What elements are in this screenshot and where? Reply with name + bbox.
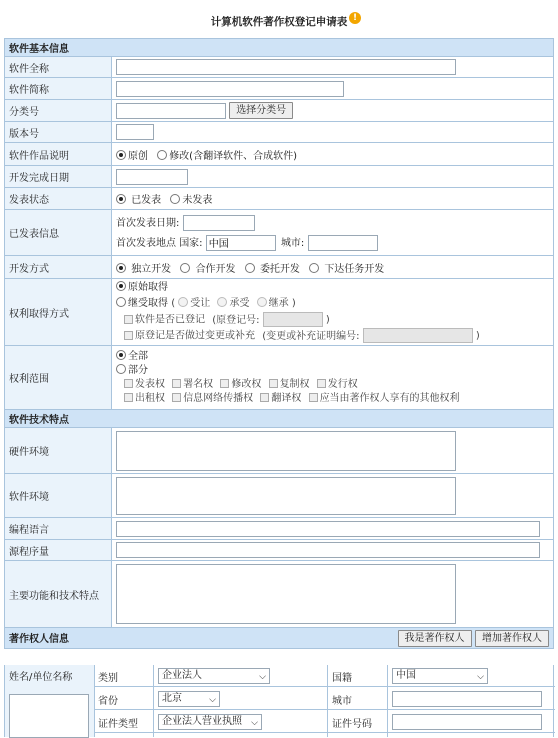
authorship-right-label: 署名权 [183,378,214,390]
publish-country-input[interactable] [206,235,276,251]
radio-inherited-acquisition-label: 继受取得 [128,298,168,309]
owner-name-label: 姓名/单位名称 [9,672,73,683]
checkbox-changed-supplemented[interactable] [124,331,133,340]
radio-dev-commissioned[interactable] [245,263,255,273]
label-source-amount: 源程序量 [5,540,112,561]
label-hardware-env: 硬件环境 [5,428,112,474]
section-tech-features: 软件技术特点 [5,410,554,428]
radio-scope-partial-label: 部分 [128,364,148,376]
first-publish-date-label: 首次发表日期: [116,217,180,229]
change-cert-no-label: (变更或补充证明编号: [262,330,360,342]
section-owner-info: 著作权人信息 [9,633,69,645]
label-short-name: 软件简称 [5,78,112,100]
original-reg-no-label: (原登记号: [212,314,260,326]
chevron-down-icon: ⌵ [477,672,484,682]
network-right-label: 信息网络传播权 [183,392,254,404]
owner-type-value: 企业法人 [162,670,202,681]
radio-scope-all[interactable] [116,350,126,360]
radio-original-acquisition-label: 原始取得 [128,282,168,293]
already-registered-label: 软件是否已登记 [135,314,205,326]
checkbox-already-registered[interactable] [124,315,133,324]
first-publish-date-input[interactable] [183,215,255,231]
label-software-env: 软件环境 [5,474,112,518]
checkbox-distribute-right[interactable] [317,379,326,388]
chevron-down-icon: ⌵ [251,718,258,728]
application-form [4,38,554,649]
publish-right-label: 发表权 [135,378,165,390]
add-owner-button[interactable]: 增加著作权人 [475,630,549,647]
radio-original[interactable] [116,150,126,160]
owner-type-select[interactable] [158,668,270,684]
page-title: 计算机软件著作权登记申请表 [210,16,348,28]
label-publish-status: 发表状态 [5,188,112,210]
owner-grid [4,665,554,737]
rental-right-label: 出租权 [135,392,165,404]
owner-idtype-select[interactable] [158,714,262,730]
source-amount-input[interactable] [116,542,540,558]
paren-close: ) [291,298,296,309]
label-rights-acquisition: 权利取得方式 [5,279,112,346]
radio-unpublished-label: 未发表 [182,195,213,206]
owner-nationality-label: 国籍 [332,673,352,684]
checkbox-other-rights[interactable] [309,393,318,402]
hardware-env-textarea[interactable] [116,431,456,471]
changed-supplemented-label: 原登记是否做过变更或补充 [135,330,255,342]
radio-modified-label: 修改(含翻译软件、合成软件) [169,150,297,162]
checkbox-copy-right[interactable] [269,379,278,388]
change-cert-no-input[interactable] [363,328,473,343]
radio-dev-assigned-label: 下达任务开发 [324,263,385,275]
radio-dev-cooperative-label: 合作开发 [195,263,236,275]
label-programming-language: 编程语言 [5,518,112,540]
radio-dev-commissioned-label: 委托开发 [259,263,300,275]
programming-language-input[interactable] [116,521,540,537]
main-features-textarea[interactable] [116,564,456,624]
radio-dev-cooperative[interactable] [180,263,190,273]
finish-date-input[interactable] [116,169,188,185]
warning-icon: ! [349,12,361,24]
radio-scope-partial[interactable] [116,364,126,374]
label-published-info: 已发表信息 [5,210,112,256]
radio-published-label: 已发表 [131,195,162,206]
label-full-name: 软件全称 [5,57,112,78]
radio-original-label: 原创 [128,150,148,162]
other-rights-label: 应当由著作权人享有的其他权利 [319,392,460,404]
owner-city-label: 城市 [332,696,352,707]
label-main-features: 主要功能和技术特点 [5,561,112,628]
owner-idtype-label: 证件类型 [98,719,138,730]
radio-undertake[interactable] [217,297,227,307]
chevron-down-icon: ⌵ [209,695,216,705]
radio-transfer-label: 受让 [190,298,211,309]
radio-transfer[interactable] [178,297,188,307]
country-label: 国家: [179,237,203,249]
publish-city-input[interactable] [308,235,378,251]
owner-nationality-select[interactable] [392,668,488,684]
software-env-textarea[interactable] [116,477,456,515]
checkbox-authorship-right[interactable] [172,379,181,388]
radio-dev-assigned[interactable] [309,263,319,273]
owner-province-select[interactable] [158,691,220,707]
label-version: 版本号 [5,122,112,143]
owner-idtype-value: 企业法人营业执照 [162,716,242,727]
section-basic-info: 软件基本信息 [5,39,554,57]
distribute-right-label: 发行权 [327,378,358,390]
label-category: 分类号 [5,100,112,122]
label-finish-date: 开发完成日期 [5,166,112,188]
checkbox-rental-right[interactable] [124,393,133,402]
checkbox-network-right[interactable] [172,393,181,402]
radio-published[interactable] [116,194,126,204]
software-full-name-input[interactable] [116,59,456,75]
radio-inherit-label: 继承 [268,298,289,309]
chevron-down-icon: ⌵ [259,672,266,682]
radio-dev-independent[interactable] [116,263,126,273]
label-rights-scope: 权利范围 [5,346,112,410]
software-short-name-input[interactable] [116,81,344,97]
copy-right-label: 复制权 [279,378,310,390]
change-cert-no-close: ) [475,330,480,342]
owner-idno-input[interactable] [392,714,542,730]
owner-type-label: 类别 [98,673,118,684]
label-work-description: 软件作品说明 [5,143,112,166]
select-category-button[interactable]: 选择分类号 [229,102,293,119]
page-header [0,0,558,40]
radio-original-acquisition[interactable] [116,281,126,291]
category-number-input[interactable] [116,103,226,119]
first-publish-place-label: 首次发表地点 [116,237,176,249]
checkbox-modify-right[interactable] [220,379,229,388]
radio-unpublished[interactable] [170,194,180,204]
original-reg-no-input[interactable] [263,312,323,327]
radio-undertake-label: 承受 [229,298,250,309]
translate-right-label: 翻译权 [271,392,302,404]
radio-modified[interactable] [157,150,167,160]
owner-city-input[interactable] [392,691,542,707]
city-label: 城市: [280,237,305,249]
original-reg-no-close: ) [325,314,330,326]
paren-open: ( [171,298,176,309]
checkbox-publish-right[interactable] [124,379,133,388]
checkbox-translate-right[interactable] [260,393,269,402]
radio-inherited-acquisition[interactable] [116,297,126,307]
owner-province-label: 省份 [98,696,118,707]
owner-name-textarea[interactable] [9,694,89,738]
modify-right-label: 修改权 [231,378,262,390]
i-am-owner-button[interactable]: 我是著作权人 [398,630,472,647]
label-dev-mode: 开发方式 [5,256,112,279]
radio-dev-independent-label: 独立开发 [131,263,172,275]
owner-province-value: 北京 [162,693,182,704]
owner-nationality-value: 中国 [396,670,416,681]
radio-inherit[interactable] [257,297,267,307]
radio-scope-all-label: 全部 [128,350,148,362]
owner-idno-label: 证件号码 [332,719,372,730]
version-input[interactable] [116,124,154,140]
